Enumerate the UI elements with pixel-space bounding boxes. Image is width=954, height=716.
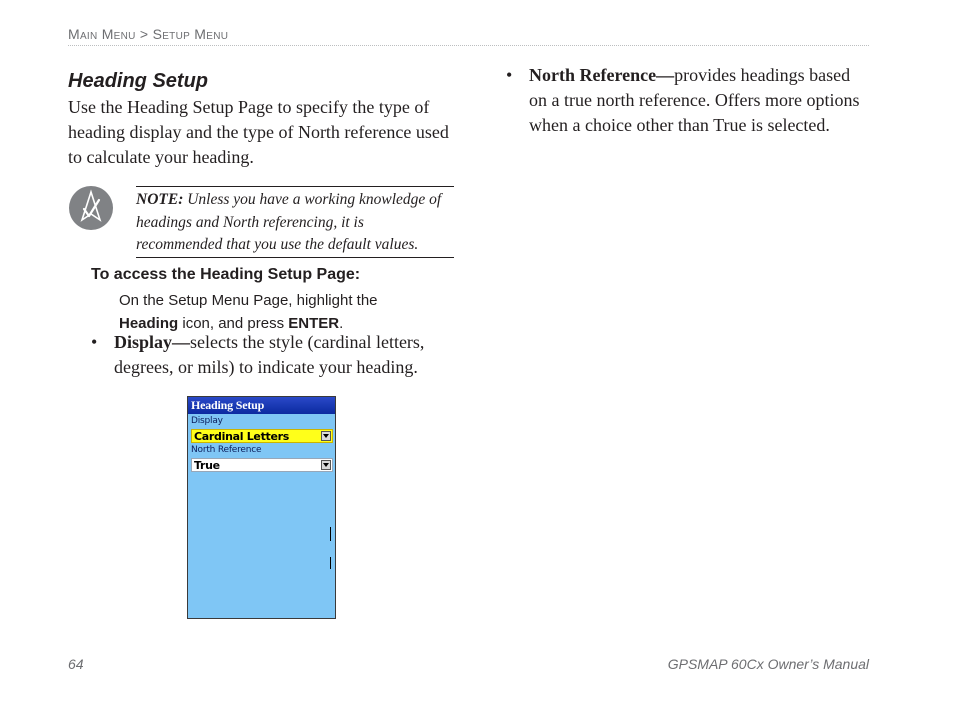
breadcrumb-main[interactable]: Main Menu bbox=[68, 26, 136, 42]
bullet-term: North Reference— bbox=[529, 65, 675, 85]
note-label: NOTE: bbox=[136, 191, 184, 208]
display-dropdown[interactable] bbox=[191, 429, 333, 443]
north-reference-dropdown[interactable] bbox=[191, 458, 333, 472]
step-heading-term: Heading bbox=[119, 315, 179, 332]
note-box bbox=[136, 186, 454, 258]
bullet-dot: • bbox=[91, 332, 98, 352]
bullet-text: provides headings based on a true north reference. Offers more options when a choice other than True is selected. bbox=[529, 65, 860, 135]
breadcrumb bbox=[68, 26, 228, 42]
dropdown-arrow-icon[interactable] bbox=[321, 460, 331, 470]
scroll-tick bbox=[330, 527, 331, 541]
scroll-tick bbox=[330, 557, 331, 569]
display-value: Cardinal Letters bbox=[194, 430, 290, 443]
north-reference-value: True bbox=[194, 459, 220, 472]
bullet-text: selects the style (cardinal letters, degrees, or mils) to indicate your heading. bbox=[114, 332, 425, 377]
checkmark-compass-icon bbox=[69, 186, 113, 230]
step-text-end: . bbox=[339, 315, 344, 332]
note-body: Unless you have a working knowledge of headings and North referencing, it is recommended that you use the default values. bbox=[136, 191, 442, 253]
bullet-term: Display— bbox=[114, 332, 191, 352]
breadcrumb-current[interactable]: Setup Menu bbox=[152, 26, 229, 42]
procedure-step bbox=[119, 289, 419, 335]
north-reference-label: North Reference bbox=[191, 445, 262, 455]
page-number: 64 bbox=[68, 656, 84, 672]
display-label: Display bbox=[191, 416, 223, 426]
step-text-mid: icon, and press bbox=[178, 315, 289, 332]
device-title-bar: Heading Setup bbox=[188, 397, 335, 414]
step-text-pre: On the Setup Menu Page, highlight the bbox=[119, 292, 378, 309]
note-text bbox=[136, 189, 454, 257]
bullet-dot: • bbox=[506, 65, 513, 85]
step-enter-key: ENTER bbox=[288, 315, 340, 332]
section-intro: Use the Heading Setup Page to specify the type of heading display and the type of North reference used to calculate your heading. bbox=[68, 97, 449, 167]
dropdown-arrow-icon[interactable] bbox=[321, 431, 331, 441]
breadcrumb-separator: > bbox=[135, 26, 153, 42]
device-screen bbox=[187, 396, 336, 619]
header-divider bbox=[68, 45, 869, 46]
section-title: Heading Setup bbox=[68, 70, 209, 92]
procedure-title: To access the Heading Setup Page: bbox=[91, 266, 361, 283]
manual-title: GPSMAP 60Cx Owner’s Manual bbox=[667, 656, 869, 672]
